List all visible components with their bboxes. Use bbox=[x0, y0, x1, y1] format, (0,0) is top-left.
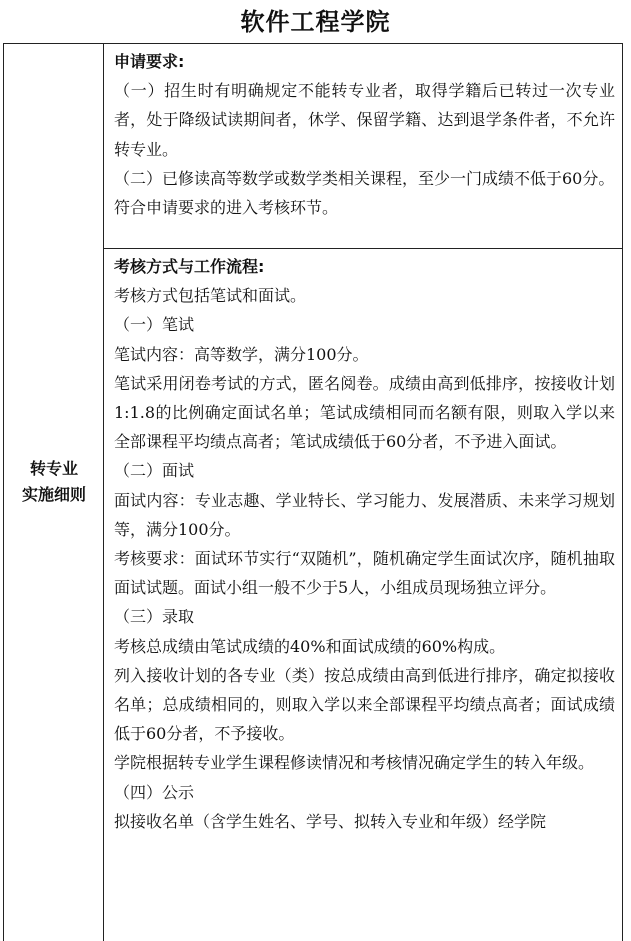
assessment-paragraph: 考核方式包括笔试和面试。 bbox=[114, 286, 307, 306]
assessment-paragraph: 列入接收计划的各专业（类）按总成绩由高到低进行排序，确定拟接收名单；总成绩相同的，则取入学以来全部课程平均绩点高者；面试成绩低于60分者，不予接收。 bbox=[114, 665, 615, 744]
row-label-cell bbox=[4, 44, 104, 941]
policy-table bbox=[3, 43, 623, 941]
requirements-paragraph: （一）招生时有明确规定不能转专业者，取得学籍后已转过一次专业者，处于降级试读期间者，休学、保留学籍、达到退学条件者，不允许转专业。 bbox=[114, 81, 615, 159]
section-heading-assessment: 考核方式与工作流程: bbox=[114, 257, 265, 276]
assessment-process-cell bbox=[104, 249, 623, 836]
assessment-paragraph: 面试内容：专业志趣、学业特长、学习能力、发展潜质、未来学习规划等，满分100分。 bbox=[114, 490, 615, 539]
row-label bbox=[4, 456, 104, 508]
subsection-admission: （三）录取 bbox=[114, 607, 195, 627]
row-label-line2: 实施细则 bbox=[21, 485, 86, 504]
assessment-paragraph: 笔试内容：高等数学，满分100分。 bbox=[114, 344, 369, 364]
subsection-written-exam: （一）笔试 bbox=[114, 315, 195, 335]
subsection-interview: （二）面试 bbox=[114, 461, 195, 481]
page-title: 软件工程学院 bbox=[240, 8, 391, 36]
assessment-paragraph: 考核总成绩由笔试成绩的40%和面试成绩的60%构成。 bbox=[114, 636, 506, 656]
section-heading-requirements: 申请要求: bbox=[114, 52, 185, 71]
application-requirements-cell bbox=[104, 44, 623, 249]
requirements-paragraph: （二）已修读高等数学或数学类相关课程，至少一门成绩不低于60分。 bbox=[114, 168, 615, 188]
requirements-paragraph: 符合申请要求的进入考核环节。 bbox=[114, 198, 339, 218]
assessment-paragraph: 拟接收名单（含学生姓名、学号、拟转入专业和年级）经学院 bbox=[114, 811, 547, 831]
assessment-paragraph: 笔试采用闭卷考试的方式，匿名阅卷。成绩由高到低排序，按接收计划1:1.8的比例确定面试名单；笔试成绩相同而名额有限，则取入学以来全部课程平均绩点高者；笔试成绩低于60分者，不予进入面试。 bbox=[114, 373, 615, 452]
assessment-paragraph: 考核要求：面试环节实行“双随机”，随机确定学生面试次序，随机抽取面试试题。面试小组一般不少于5人，小组成员现场独立评分。 bbox=[114, 549, 615, 598]
content-column bbox=[104, 44, 623, 941]
row-label-line1: 转专业 bbox=[29, 459, 78, 478]
subsection-publicity: （四）公示 bbox=[114, 782, 195, 802]
assessment-paragraph: 学院根据转专业学生课程修读情况和考核情况确定学生的转入年级。 bbox=[114, 753, 595, 773]
